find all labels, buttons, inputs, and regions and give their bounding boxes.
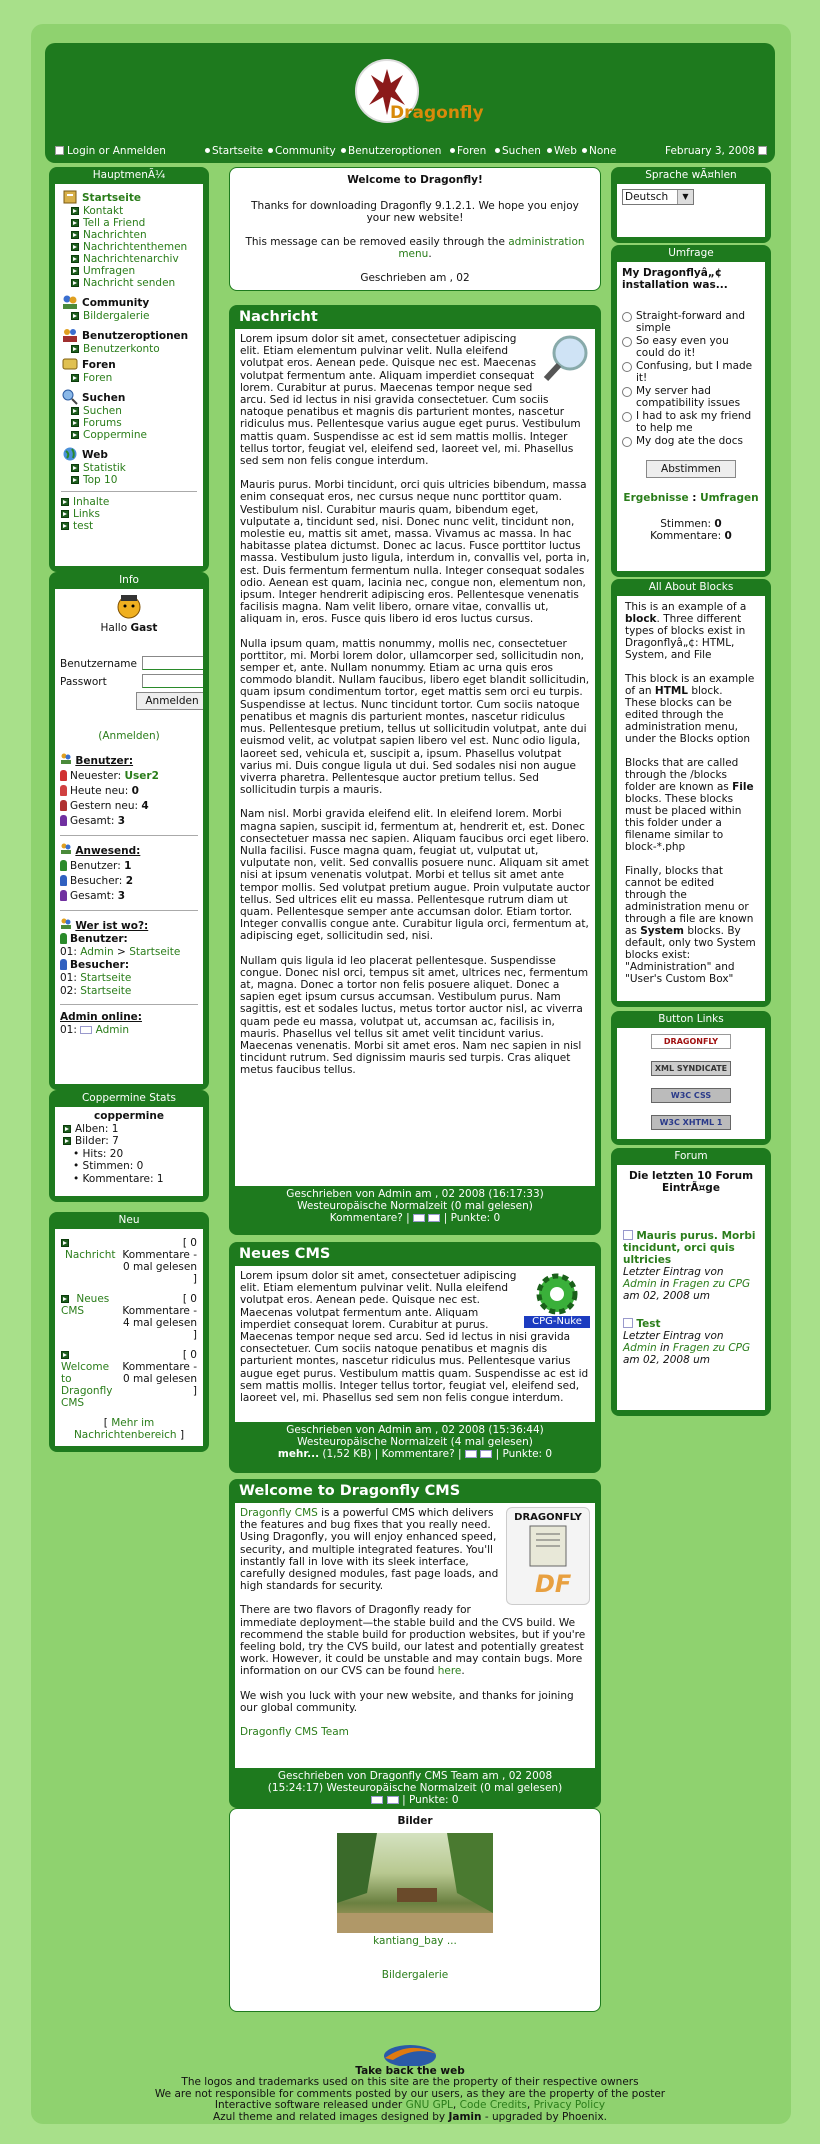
user-icon xyxy=(60,800,67,811)
bullet-icon xyxy=(71,255,79,263)
document-icon xyxy=(518,1524,578,1568)
menu-item[interactable]: Suchen xyxy=(71,405,197,417)
divider xyxy=(60,835,198,836)
poll-option-radio[interactable] xyxy=(622,412,632,422)
menu-item[interactable]: test xyxy=(61,520,197,532)
email-icon[interactable] xyxy=(387,1796,399,1804)
menu-item[interactable]: Kontakt xyxy=(71,205,197,217)
block-title: Coppermine Stats xyxy=(81,1092,177,1104)
bullet-icon xyxy=(205,148,210,153)
menu-item[interactable]: Nachrichtenthemen xyxy=(71,241,197,253)
comments-link[interactable]: (1,52 KB) | Kommentare? xyxy=(322,1448,455,1460)
poll-option-radio[interactable] xyxy=(622,387,632,397)
menu-group-startseite xyxy=(61,189,197,205)
about-blocks-block xyxy=(611,579,771,1007)
forum-icon xyxy=(61,356,79,372)
admin-online-link[interactable]: Admin xyxy=(95,1024,130,1036)
divider xyxy=(61,491,197,492)
block-title: All About Blocks xyxy=(648,581,734,593)
forum-block xyxy=(611,1148,771,1416)
dragonfly-cms-link[interactable]: Dragonfly CMS xyxy=(240,1507,318,1519)
article-title: Neues CMS xyxy=(239,1246,331,1262)
bullet-icon xyxy=(71,231,79,239)
bullet-icon xyxy=(582,148,587,153)
toggle-icon xyxy=(55,146,64,155)
bullet-icon xyxy=(71,419,79,427)
more-news-link[interactable]: Mehr im Nachrichtenbereich xyxy=(73,1417,177,1441)
where-icon xyxy=(60,917,72,929)
users-icon xyxy=(61,327,79,343)
bullet-icon xyxy=(61,522,69,530)
nav-suchen[interactable]: Suchen xyxy=(495,145,541,157)
main-menu-block xyxy=(49,167,209,572)
bullet-icon xyxy=(268,148,273,153)
firefox-logo-icon[interactable] xyxy=(365,2040,455,2066)
location-link[interactable]: Startseite xyxy=(80,985,132,997)
user-icon xyxy=(60,770,67,781)
menu-group-community: Community xyxy=(61,294,197,310)
gnu-gpl-link[interactable]: GNU GPL xyxy=(405,2099,453,2111)
article-topic-image[interactable] xyxy=(542,333,590,383)
header-bar xyxy=(55,145,765,159)
forum-link[interactable]: Fragen zu CPG xyxy=(672,1342,751,1354)
bullet-icon xyxy=(71,476,79,484)
vote-button[interactable]: Abstimmen xyxy=(646,460,736,478)
admin-link[interactable]: Admin xyxy=(80,946,114,958)
article-title: Welcome to Dragonfly CMS xyxy=(239,1483,461,1499)
site-header xyxy=(45,43,775,163)
user-icon xyxy=(60,890,67,901)
topic-icon xyxy=(623,1230,633,1240)
forum-post: Test Letzter Eintrag von Admin in Fragen zu CPG am 02, 2008 um xyxy=(623,1318,751,1366)
divider xyxy=(60,1004,198,1005)
cpg-nuke-image[interactable] xyxy=(524,1270,590,1328)
nav-community[interactable]: Community xyxy=(268,145,336,157)
nav-startseite[interactable]: Startseite xyxy=(205,145,263,157)
menu-item[interactable]: Links xyxy=(61,508,197,520)
menu-item[interactable]: Nachricht senden xyxy=(71,277,197,289)
username-input[interactable] xyxy=(142,656,203,670)
menu-item[interactable]: Forums xyxy=(71,417,197,429)
code-credits-link[interactable]: Code Credits xyxy=(459,2099,527,2111)
mail-icon xyxy=(80,1026,92,1034)
privacy-policy-link[interactable]: Privacy Policy xyxy=(533,2099,606,2111)
print-icon[interactable] xyxy=(413,1214,425,1222)
toggle-icon[interactable] xyxy=(758,146,767,155)
new-block xyxy=(49,1212,209,1452)
polls-link[interactable]: Umfragen xyxy=(700,491,759,504)
magnifier-icon xyxy=(542,333,590,383)
bullet-icon xyxy=(61,1239,69,1247)
poll-block xyxy=(611,245,771,577)
cvs-here-link[interactable]: here xyxy=(437,1665,462,1678)
print-icon[interactable] xyxy=(371,1796,383,1804)
globe-icon xyxy=(61,446,79,462)
user-icon xyxy=(60,785,67,796)
menu-item[interactable]: Coppermine xyxy=(71,429,197,441)
new-item: Nachricht [ 0 Kommentare - 0 mal gelesen ] xyxy=(61,1237,197,1285)
menu-item[interactable]: Bildergalerie xyxy=(71,310,197,322)
info-body: Hallo Gast Benutzername Passwort Anmelden (Anmelden) Benutzer: Neuester: User2 Heute neu: 0 Gestern neu: 4 Gesamt: 3 Anwesend: Benutzer: 1 Besucher: 2 Gesamt: 3 Wer ist wo?: Benutzer: 01: Admin > Startseite Besucher: 01: Startseite 02: Startseite Admin online: 01: Admin xyxy=(55,589,203,1084)
admin-menu-link[interactable]: administration menu xyxy=(398,236,585,260)
new-item-link[interactable]: Nachricht xyxy=(65,1249,116,1261)
article-body: Lorem ipsum dolor sit amet, consectetuer adipiscing elit. Etiam elementum pulvinar velit. Nulla eleifend volutpat eros. Aenean pede. Quisque nec est. Maecenas volutpat fermentum ante. Aliquam imperdiet consequat lorem. Curabitur at purus. Maecenas tempor neque sed arcu. Sed id lectus in nisi gravida consectetuer. Cum sociis natoque penatibus et magnis dis parturient montes, nascetur ridiculus mus. Pellentesque varius augue eget purus. Vestibulum mattis quam. Suspendisse ac est id sem mattis mollis. Integer tellus tortor, feugiat vel, eleifend sed, laoreet vel, mi. Phasellus sed sem non felis congue interdum. Mauris purus. Morbi tincidunt, orci quis ultricies bibendum, massa enim consequat eros, nec cursus neque nunc porttitor quam. Vestibulum nisl. Curabitur mauris quam, bibendum eget, vulputate a, tincidunt sed, nisi. Donec nunc velit, tincidunt non, molestie eu, mattis sit amet, massa. Vivamus ac massa. In hac habitasse platea dictumst. Donec ac lacus. Fusce porttitor luctus massa. Vestibulum justo ligula, interdum in, convallis vel, porta in, est. Duis fermentum fermentum nulla. Integer consequat sodales odio. Aenean est quam, lacinia nec, congue non, elementum non, ipsum. Integer hendrerit adipiscing eros. Pellentesque venenatis facilisis magna. Nam velit libero, ornare vitae, convallis ut, aliquam in, eros. Fusce quis libero id eros luctus cursus. Nulla ipsum quam, mattis nonummy, mollis nec, consectetuer porttitor, mi. Morbi lorem dolor, ullamcorper sed, sollicitudin non, semper et, ante. Nullam nonummy. Etiam ac urna quis eros commodo blandit. Nullam faucibus, libero eget blandit sollicitudin, quam ipsum condimentum tortor, eget mattis sem orci eu turpis. Suspendisse at lectus. Nunc tincidunt tortor. Cum sociis natoque penatibus et magnis dis parturient montes, nascetur ridiculus mus. Pellentesque pretium, tellus ut sollicitudin volutpat, ante dui euismod velit, ac volutpat sapien libero vel est. Nunc odio ligula, laoreet sed, vehicula et, suscipit a, ipsum. Phasellus volutpat varius mi. Duis congue ligula ut dui. Sed sodales nisi non augue viverra pharetra. Pellentesque auctor pretium tellus. Sed sollicitudin turpis a mauris. Nam nisl. Morbi gravida eleifend elit. In eleifend lorem. Morbi magna sapien, suscipit id, fermentum at, hendrerit et, est. Donec consectetuer massa nec sapien. Aliquam faucibus orci eget libero. Nulla facilisi. Fusce magna quam, feugiat ut, vulputat ut, vulputate non, velit. Sed convallis posuere nunc. Aliquam sit amet nisi at ipsum venenatis volutpat. Morbi et tellus sit amet ante tempor mollis. Sed volutpat pretium augue. Proin vulputate auctor tellus. Sed ultrices elit eu massa. Pellentesque rutrum diam ut quam. Pellentesque semper ante accumsan dolor. Etiam tortor. Integer convallis congue ante. Curabitur ligula orci, fermentum at, adipiscing eget, sollicitudin sed, nisi. Nullam quis ligula id leo placerat pellentesque. Suspendisse congue. Donec nisl orci, tempus sit amet, ultrices nec, fermentum at, magna. Donec a tortor non felis posuere aliquet. Donec a sapien eget ipsum cursus accumsan. Vestibulum purus. Nam sagittis, est et sodales luctus, metus tortor auctor nisl, ac viverra quam pede eu massa, volutpat ut, accumsan ac, facilisis in, mauris. Phasellus vel tellus sit amet velit tincidunt varius. Maecenas venenatis. Morbi sit amet eros. Nam nec sapien in nisl tincidunt rutrum. Sed dignissim mauris sed turpis. Cras aliquet metus faucibus tellus. xyxy=(235,329,595,1186)
location-link[interactable]: Startseite xyxy=(129,946,181,958)
block-title: Info xyxy=(119,574,139,586)
bullet-icon xyxy=(341,148,346,153)
gallery-thumbnail[interactable] xyxy=(337,1833,493,1933)
info-block xyxy=(49,572,209,1090)
w3c-css-link[interactable]: W3C CSS xyxy=(651,1088,731,1103)
new-item: Welcome to Dragonfly CMS [ 0 Kommentare - 0 mal gelesen ] xyxy=(61,1349,197,1409)
user-icon xyxy=(60,815,67,826)
article-footer: Geschrieben von Admin am , 02 2008 (15:36:44) Westeuropäische Normalzeit (4 mal gelesen) mehr... (1,52 KB) | Kommentare? | | Punkte: 0 xyxy=(277,1424,553,1460)
login-link[interactable]: Login or Anmelden xyxy=(55,145,166,157)
poll-option-radio[interactable] xyxy=(622,337,632,347)
new-item-link[interactable]: Neues CMS xyxy=(61,1293,110,1317)
news-article xyxy=(229,1479,601,1808)
comments-link[interactable]: Kommentare? xyxy=(329,1212,403,1224)
cpg-nuke-badge: CPG-Nuke xyxy=(524,1316,590,1328)
nav-web[interactable]: Web xyxy=(547,145,577,157)
block-title: HauptmenÃ¼ xyxy=(92,169,166,181)
article-title: Nachricht xyxy=(239,309,318,325)
bullet-icon xyxy=(71,345,79,353)
menu-group-suchen: Suchen xyxy=(61,389,197,405)
author-link[interactable]: Admin xyxy=(623,1278,657,1290)
search-icon xyxy=(61,389,79,405)
site-logo[interactable] xyxy=(335,59,485,139)
bullet-icon xyxy=(71,431,79,439)
language-body xyxy=(617,184,765,237)
menu-item[interactable]: Foren xyxy=(71,372,197,384)
news-article xyxy=(229,1242,601,1473)
site-footer: Take back the web The logos and trademarks used on this site are the property of their respective owners We are not responsible for comments posted by our users, as they are the property of the poster Interactive software released under GNU GPL, Code Credits, Privacy Policy Azul theme and related images designed by Jamin - upgraded by Phoenix. xyxy=(0,2040,820,2123)
chevron-down-icon: ▼ xyxy=(677,190,693,204)
footer-slogan: Take back the web xyxy=(355,2064,465,2077)
topic-icon xyxy=(623,1318,633,1328)
new-body: Nachricht [ 0 Kommentare - 0 mal gelesen ] Neues CMS [ 0 Kommentare - 4 mal gelesen ] Welcome to Dragonfly CMS [ 0 Kommentare - 0 mal gelesen ] [ Mehr im Nachrichtenbereich ] xyxy=(55,1229,203,1446)
location-link[interactable]: Startseite xyxy=(80,972,132,984)
header-date: February 3, 2008 xyxy=(665,145,770,157)
email-icon[interactable] xyxy=(480,1450,492,1458)
bullet-icon xyxy=(61,1295,69,1303)
dragonfly-button-link[interactable]: DRAGONFLY xyxy=(651,1034,731,1049)
menu-item[interactable]: Nachrichten xyxy=(71,229,197,241)
bullet-icon xyxy=(61,498,69,506)
forum-post: Mauris purus. Morbi tincidunt, orci quis ultricies Letzter Eintrag von Admin in Fragen zu CPG am 02, 2008 um xyxy=(623,1230,756,1302)
bullet-icon xyxy=(71,207,79,215)
password-input[interactable] xyxy=(142,674,203,688)
home-icon xyxy=(61,189,79,205)
coppermine-stats-block xyxy=(49,1090,209,1202)
menu-group-benutzeroptionen: Benutzeroptionen xyxy=(61,327,197,343)
menu-item[interactable]: Nachrichtenarchiv xyxy=(71,253,197,265)
author-link[interactable]: Admin xyxy=(623,1342,657,1354)
register-link[interactable]: (Anmelden) xyxy=(98,730,160,742)
thumbnail-caption-link[interactable]: kantiang_bay ... xyxy=(373,1935,457,1947)
xml-syndicate-link[interactable]: XML SYNDICATE xyxy=(651,1061,731,1076)
visitor-icon xyxy=(60,959,67,970)
poll-option-radio[interactable] xyxy=(622,362,632,372)
login-button[interactable]: Anmelden xyxy=(136,692,203,710)
bullet-icon xyxy=(61,1351,69,1359)
new-item: Neues CMS [ 0 Kommentare - 4 mal gelesen ] xyxy=(61,1293,197,1341)
menu-link-startseite[interactable]: Startseite xyxy=(82,192,141,204)
photo-image xyxy=(337,1833,493,1933)
poll-option-radio[interactable] xyxy=(622,312,632,322)
present-icon xyxy=(60,842,72,854)
menu-item[interactable]: Benutzerkonto xyxy=(71,343,197,355)
block-title: Forum xyxy=(674,1150,708,1162)
forum-link[interactable]: Fragen zu CPG xyxy=(672,1278,751,1290)
new-item-link[interactable]: Welcome to Dragonfly CMS xyxy=(61,1361,113,1409)
forum-topic-link[interactable]: Test xyxy=(636,1318,661,1330)
welcome-message: Welcome to Dragonfly! Thanks for downloading Dragonfly 9.1.2.1. We hope you enjoy your new website! This message can be removed easily through the administration menu. Geschrieben am , 02 xyxy=(229,167,601,291)
user-icon xyxy=(60,860,67,871)
menu-group-web: Web xyxy=(61,446,197,462)
menu-item[interactable]: Umfragen xyxy=(71,265,197,277)
user-icon xyxy=(60,933,67,944)
read-more-link[interactable]: mehr... xyxy=(277,1448,320,1460)
block-title: Button Links xyxy=(658,1013,724,1025)
nav-foren[interactable]: Foren xyxy=(450,145,486,157)
community-icon xyxy=(61,294,79,310)
block-title: Neu xyxy=(118,1214,140,1226)
bullet-icon xyxy=(71,267,79,275)
bullet-icon xyxy=(71,312,79,320)
poll-body: My Dragonflyâ„¢ installation was... Straight-forward and simple So easy even you could do it! Confusing, but I made it! My server had compatibility issues I had to ask my friend to help me My dog ate the docs Abstimmen Ergebnisse : Umfragen Stimmen: 0 Kommentare: 0 xyxy=(617,262,765,571)
forum-topic-link[interactable]: Mauris purus. Morbi tincidunt, orci quis ultricies xyxy=(623,1230,756,1266)
logo-brand: Dragonfly xyxy=(390,103,484,123)
bullet-icon xyxy=(495,148,500,153)
menu-item[interactable]: Tell a Friend xyxy=(71,217,197,229)
bullet-icon xyxy=(71,464,79,472)
article-body: CPG-Nuke Lorem ipsum dolor sit amet, consectetuer adipiscing elit. Etiam elementum pulvinar velit. Nulla eleifend volutpat eros. Aenean pede. Quisque nec est. Maecenas volutpat fermentum ante. Aliquam imperdiet consequat lorem. Curabitur at purus. Maecenas tempor neque sed arcu. Sed id lectus in nisi gravida consectetuer. Cum sociis natoque penatibus et magnis dis parturient montes, nascetur ridiculus mus. Pellentesque varius augue eget purus. Vestibulum mattis quam. Suspendisse ac est id sem mattis mollis. Integer tellus tortor, feugiat vel, eleifend sed, laoreet vel, mi. Phasellus sed sem non felis congue interdum. xyxy=(235,1266,595,1422)
users-icon xyxy=(60,752,72,764)
bullet-icon xyxy=(71,219,79,227)
bullet-icon xyxy=(63,1125,71,1133)
menu-item[interactable]: Inhalte xyxy=(61,496,197,508)
gallery-link[interactable]: Bildergalerie xyxy=(381,1969,449,1981)
main-menu-body xyxy=(55,184,203,566)
random-picture-block: Bilder kantiang_bay ... Bildergalerie xyxy=(229,1808,601,2012)
forum-body: Die letzten 10 Forum EintrÃ¤ge Mauris purus. Morbi tincidunt, orci quis ultricies Letzter Eintrag von Admin in Fragen zu CPG am 02, 2008 um Test Letzter Eintrag von Admin in Fragen zu CPG am 02, 2008 um xyxy=(617,1165,765,1410)
poll-results-link[interactable]: Ergebnisse xyxy=(623,491,689,504)
menu-item[interactable]: Top 10 xyxy=(71,474,197,486)
visitor-icon xyxy=(60,875,67,886)
menu-group-foren: Foren xyxy=(61,356,197,372)
coppermine-body: coppermine Alben: 1 Bilder: 7 • Hits: 20 • Stimmen: 0 • Kommentare: 1 xyxy=(55,1107,203,1196)
guest-avatar-icon xyxy=(114,593,144,619)
language-select[interactable]: Deutsch ▼ xyxy=(622,189,694,205)
poll-option-radio[interactable] xyxy=(622,437,632,447)
divider xyxy=(60,910,198,911)
nav-none[interactable]: None xyxy=(582,145,616,157)
w3c-xhtml-link[interactable]: W3C XHTML 1 xyxy=(651,1115,731,1130)
news-article xyxy=(229,305,601,1235)
bullet-icon xyxy=(71,407,79,415)
dragonfly-badge-image[interactable]: DRAGONFLY DF xyxy=(506,1507,590,1605)
about-body: This is an example of a block. Three different types of blocks exist in Dragonflyâ„¢: HTML, System, and File This block is an example of an HTML block. These blocks can be edited through the administration menu, under the Blocks option Blocks that are called through the /blocks folder are known as File blocks. These blocks must be placed within this folder under a filename similar to block-*.php Finally, blocks that cannot be edited through the administration menu or through a file are known as System blocks. By default, only two System blocks exist: "Administration" and "User's Custom Box" xyxy=(617,596,765,1001)
button-links-block xyxy=(611,1011,771,1145)
article-footer: Geschrieben von Admin am , 02 2008 (16:17:33) Westeuropäische Normalzeit (0 mal gelesen) Kommentare? | | Punkte: 0 xyxy=(286,1188,544,1224)
article-body: DRAGONFLY DF Dragonfly CMS is a powerful CMS which delivers the features and bug fixes that you really need. Using Dragonfly, you will enjoy enhanced speed, security, and multiple integrated features. You'll instantly fall in love with its sleek interface, carefully designed modules, fast page loads, and high standards for security. There are two flavors of Dragonfly ready for immediate deployment—the stable build and the CVS build. We recommend the stable build for production websites, but if you're feeling bold, try the CVS build, our latest and potentially greatest work. However, it could be unstable and may contain bugs. More information on our CVS can be found here. We wish you luck with your new website, and thanks for joining our global community. Dragonfly CMS Team xyxy=(235,1503,595,1768)
bullet-icon xyxy=(71,374,79,382)
bullet-icon xyxy=(547,148,552,153)
bullet-icon xyxy=(450,148,455,153)
language-block xyxy=(611,167,771,243)
print-icon[interactable] xyxy=(465,1450,477,1458)
bullet-icon xyxy=(71,243,79,251)
bullet-icon xyxy=(61,510,69,518)
article-footer: Geschrieben von Dragonfly CMS Team am , 02 2008 (15:24:17) Westeuropäische Normalzeit (0 mal gelesen) | Punkte: 0 xyxy=(267,1770,563,1806)
team-link[interactable]: Dragonfly CMS Team xyxy=(240,1726,349,1739)
menu-item[interactable]: Statistik xyxy=(71,462,197,474)
newest-user-link[interactable]: User2 xyxy=(124,770,159,782)
bullet-icon xyxy=(63,1137,71,1145)
block-title: Sprache wÃ¤hlen xyxy=(645,169,737,181)
block-title: Umfrage xyxy=(668,247,714,259)
bullet-icon xyxy=(71,279,79,287)
nav-benutzeroptionen[interactable]: Benutzeroptionen xyxy=(341,145,441,157)
email-icon[interactable] xyxy=(428,1214,440,1222)
button-links-body xyxy=(617,1028,765,1139)
